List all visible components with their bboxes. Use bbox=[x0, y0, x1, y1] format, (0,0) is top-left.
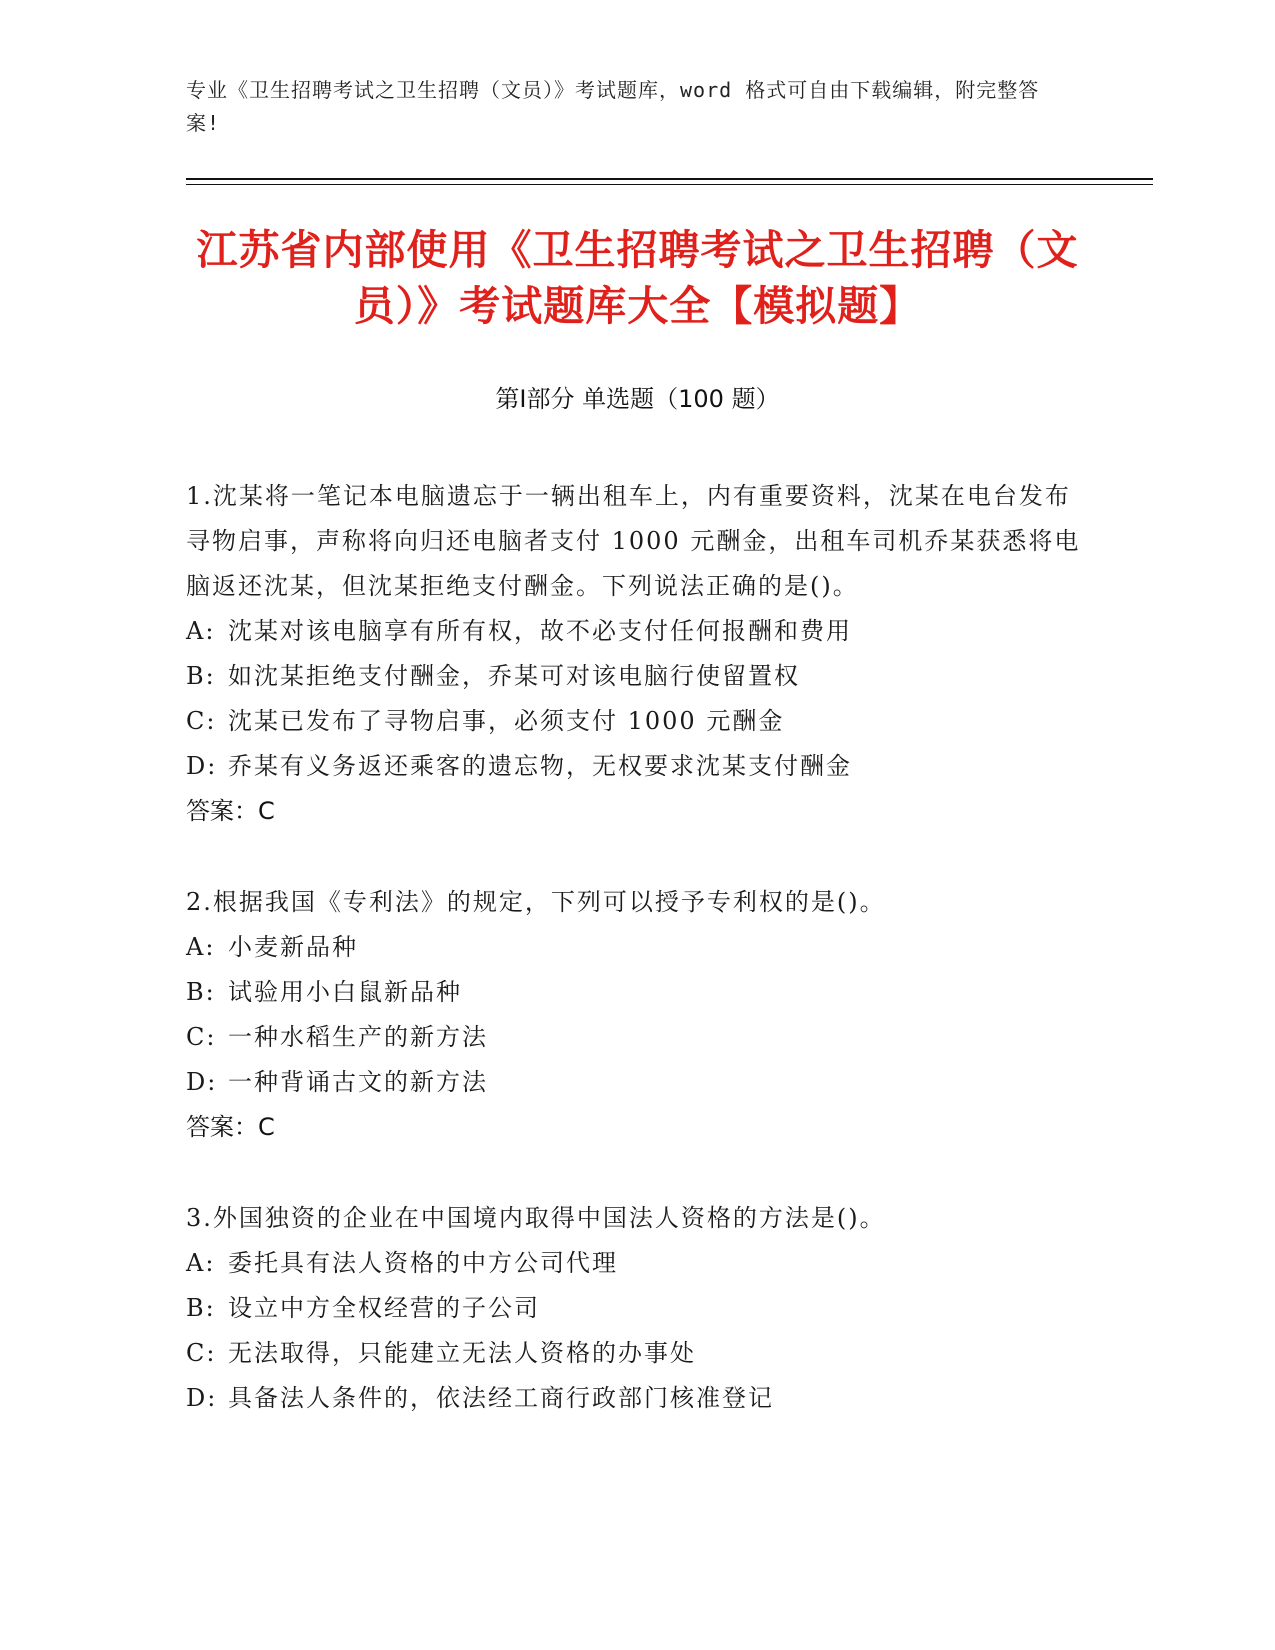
option-text: 沈某对该电脑享有所有权，故不必支付任何报酬和费用 bbox=[228, 617, 852, 645]
option-text: 无法取得，只能建立无法人资格的办事处 bbox=[228, 1339, 696, 1367]
option-letter: C: bbox=[186, 1023, 217, 1051]
question-stem: 1.沈某将一笔记本电脑遗忘于一辆出租车上，内有重要资料，沈某在电台发布寻物启事，声称将向归还电脑者支付 1000 元酬金，出租车司机乔某获悉将电脑返还沈某，但沈某拒绝支付酬金。下列说法正确的是()。 bbox=[186, 482, 1081, 600]
answer-line: 答案：C bbox=[186, 797, 275, 825]
question-2 bbox=[186, 880, 1086, 1150]
document-title: 江苏省内部使用《卫生招聘考试之卫生招聘（文员）》考试题库大全【模拟题】 bbox=[196, 226, 1079, 330]
option-letter: B: bbox=[186, 978, 216, 1006]
option-b bbox=[186, 1286, 1086, 1331]
question-stem: 3.外国独资的企业在中国境内取得中国法人资格的方法是()。 bbox=[186, 1204, 886, 1232]
option-text: 试验用小白鼠新品种 bbox=[228, 978, 462, 1006]
option-letter: D: bbox=[186, 1068, 218, 1096]
option-letter: B: bbox=[186, 662, 216, 690]
option-text: 一种背诵古文的新方法 bbox=[228, 1068, 488, 1096]
option-a bbox=[186, 925, 1086, 970]
header-divider-thin bbox=[186, 184, 1153, 185]
answer-line: 答案：C bbox=[186, 1113, 275, 1141]
option-text: 小麦新品种 bbox=[228, 933, 358, 961]
option-d bbox=[186, 744, 1086, 789]
option-letter: C: bbox=[186, 707, 217, 735]
option-letter: C: bbox=[186, 1339, 217, 1367]
question-list bbox=[186, 474, 1086, 1467]
option-text: 设立中方全权经营的子公司 bbox=[228, 1294, 540, 1322]
option-text: 沈某已发布了寻物启事，必须支付 1000 元酬金 bbox=[228, 707, 785, 735]
option-a bbox=[186, 1241, 1086, 1286]
option-c bbox=[186, 1015, 1086, 1060]
option-c bbox=[186, 699, 1086, 744]
header-divider-thick bbox=[186, 178, 1153, 180]
option-text: 具备法人条件的，依法经工商行政部门核准登记 bbox=[228, 1384, 774, 1412]
option-text: 乔某有义务返还乘客的遗忘物，无权要求沈某支付酬金 bbox=[228, 752, 852, 780]
option-text: 一种水稻生产的新方法 bbox=[228, 1023, 488, 1051]
question-3 bbox=[186, 1196, 1086, 1421]
header-note: 专业《卫生招聘考试之卫生招聘（文员）》考试题库，word 格式可自由下载编辑，附完整答案! bbox=[186, 78, 1040, 135]
option-c bbox=[186, 1331, 1086, 1376]
option-b bbox=[186, 654, 1086, 699]
section-heading: 第Ⅰ部分 单选题（100 题） bbox=[495, 385, 780, 413]
option-letter: A: bbox=[186, 617, 216, 645]
option-letter: A: bbox=[186, 1249, 216, 1277]
question-stem: 2.根据我国《专利法》的规定，下列可以授予专利权的是()。 bbox=[186, 888, 886, 916]
option-b bbox=[186, 970, 1086, 1015]
question-1 bbox=[186, 474, 1086, 834]
option-a bbox=[186, 609, 1086, 654]
option-letter: D: bbox=[186, 1384, 218, 1412]
option-d bbox=[186, 1060, 1086, 1105]
option-text: 委托具有法人资格的中方公司代理 bbox=[228, 1249, 618, 1277]
option-letter: A: bbox=[186, 933, 216, 961]
option-text: 如沈某拒绝支付酬金，乔某可对该电脑行使留置权 bbox=[228, 662, 800, 690]
option-letter: B: bbox=[186, 1294, 216, 1322]
option-d bbox=[186, 1376, 1086, 1421]
option-letter: D: bbox=[186, 752, 218, 780]
